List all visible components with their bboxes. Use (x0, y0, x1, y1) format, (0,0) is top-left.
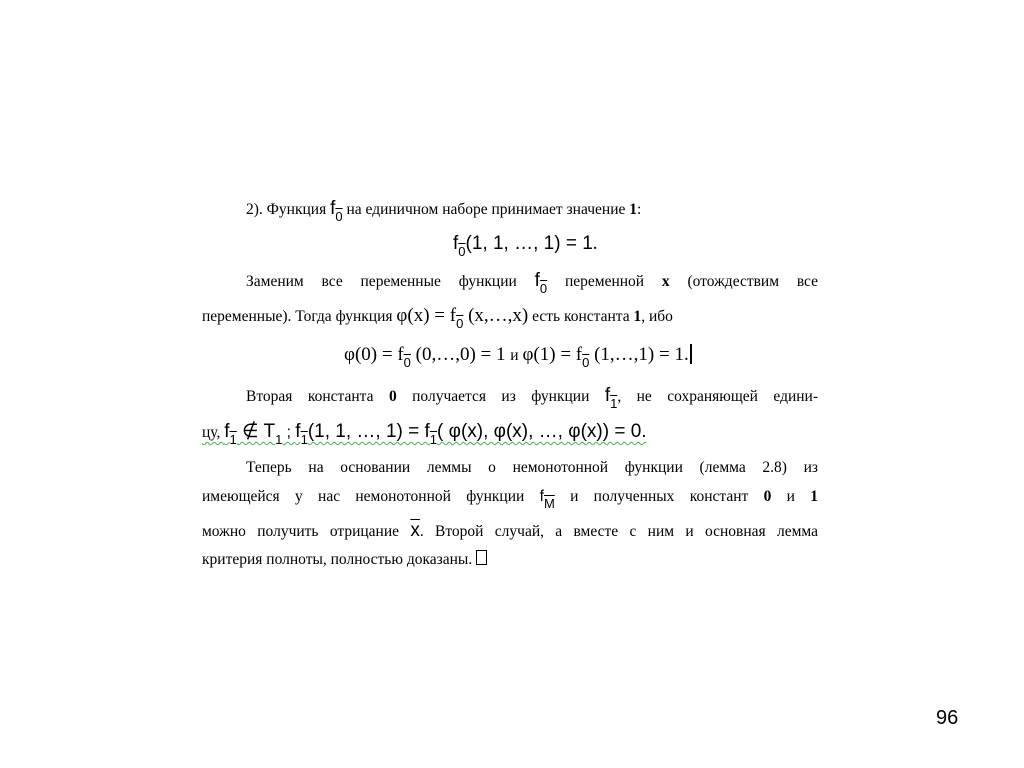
eq1-f: f (453, 233, 459, 254)
eq1-subscript: 0 (458, 244, 466, 259)
p4-and: и (786, 488, 811, 505)
p3-subscript: 1 (610, 396, 618, 411)
p3-line2-args: (1, 1, …, 1) = f (307, 421, 430, 442)
p2-one: 1 (633, 308, 642, 325)
p2-line1-end: (отождествим все (687, 273, 819, 290)
paragraph-3-line-2 (202, 421, 647, 447)
p4-line2-start: имеющейся у нас немонотонной функции (202, 488, 540, 505)
p3-line1-end: , не сохраняющей едини- (617, 388, 819, 405)
notin-t: ∉ T (236, 421, 276, 442)
eq2-left-args: (0,…,0) = 1 (410, 344, 506, 365)
eq2-right: φ(1) = f (522, 344, 583, 365)
p3-line2-start: цу, (202, 424, 225, 441)
p3-line2-subscript-3: 1 (429, 432, 438, 447)
p3-line2-f2: f (295, 421, 301, 442)
paragraph-4-line-1 (246, 458, 818, 478)
p4-line1: Теперь на основании леммы о немонотонной функции (лемма 2.8) из (246, 459, 818, 476)
text-cursor (690, 344, 692, 364)
p1-intro: 2). Функция (246, 201, 327, 218)
p4-line2-mid: и полученных констант (570, 488, 764, 505)
eq2-left-subscript: 0 (403, 355, 411, 370)
t-subscript: 1 (275, 432, 283, 447)
p3-formula-underlined (202, 421, 647, 447)
p3-line1-mid: получается из функции (412, 388, 605, 405)
paragraph-4-line-3 (202, 521, 818, 542)
paragraph-2-line-1 (246, 270, 819, 296)
p2-line2-start: переменные). Тогда функция (202, 308, 397, 325)
p4-one: 1 (810, 488, 818, 505)
paragraph-1 (246, 198, 642, 224)
f0-symbol: f (330, 198, 336, 219)
eq2-left: φ(0) = f (344, 344, 404, 365)
p3-line2-subscript: 1 (229, 432, 237, 447)
phi-args: (x,…,x) (463, 305, 529, 326)
phi-definition: φ(x) = f (396, 305, 457, 326)
p2-line2-tail: , ибо (641, 308, 673, 325)
page-number: 96 (936, 707, 959, 729)
p3-semicolon: ; (282, 424, 296, 441)
eq1-dot: . (592, 233, 598, 254)
p4-zero: 0 (763, 488, 772, 505)
paragraph-4-line-4 (202, 550, 487, 570)
p2-x: x (661, 273, 670, 290)
eq2-and: и (510, 347, 523, 364)
p3-line1-start: Вторая константа (246, 388, 389, 405)
equation-1 (453, 233, 598, 259)
fm-subscript: M (543, 496, 555, 511)
qed-square-icon (476, 550, 487, 565)
eq2-right-args: (1,…,1) = 1. (589, 344, 689, 365)
p2-f: f (534, 270, 540, 291)
p2-line1-mid: переменной (564, 273, 662, 290)
p3-zero: 0 (388, 388, 397, 405)
eq1-args: (1, 1, …, 1) = 1 (465, 233, 593, 254)
p4-line3-end: . Второй случай, а вместе с ним и основная лемма (419, 523, 818, 540)
x-bar: $\overline{x}$ (410, 520, 420, 541)
p1-colon: : (637, 201, 642, 218)
phi-subscript: 0 (456, 316, 464, 331)
eq2-right-subscript: 0 (582, 355, 590, 370)
equation-2 (344, 344, 692, 370)
paragraph-2-line-2 (202, 305, 673, 331)
p3-line2-tail: ( φ(x), φ(x), …, φ(x)) = 0. (437, 421, 647, 442)
p1-one: 1 (629, 201, 637, 218)
p2-line1-start: Заменим все переменные функции (246, 273, 535, 290)
f0-subscript: 0 (335, 209, 343, 224)
paragraph-3-line-1 (246, 385, 819, 411)
p3-line2-subscript-2: 1 (300, 432, 308, 447)
paragraph-4-line-2 (202, 487, 818, 511)
p3-line2-f: f (224, 421, 230, 442)
p1-text: на единичном наборе принимает значение (342, 201, 630, 218)
p2-line2-end: есть константа (532, 308, 634, 325)
p4-line3-start: можно получить отрицание (202, 523, 411, 540)
p2-subscript: 0 (539, 281, 548, 296)
p3-f: f (604, 385, 611, 406)
fm-symbol: f (539, 488, 544, 505)
p4-line4: критерия полноты, полностью доказаны. (202, 551, 473, 568)
